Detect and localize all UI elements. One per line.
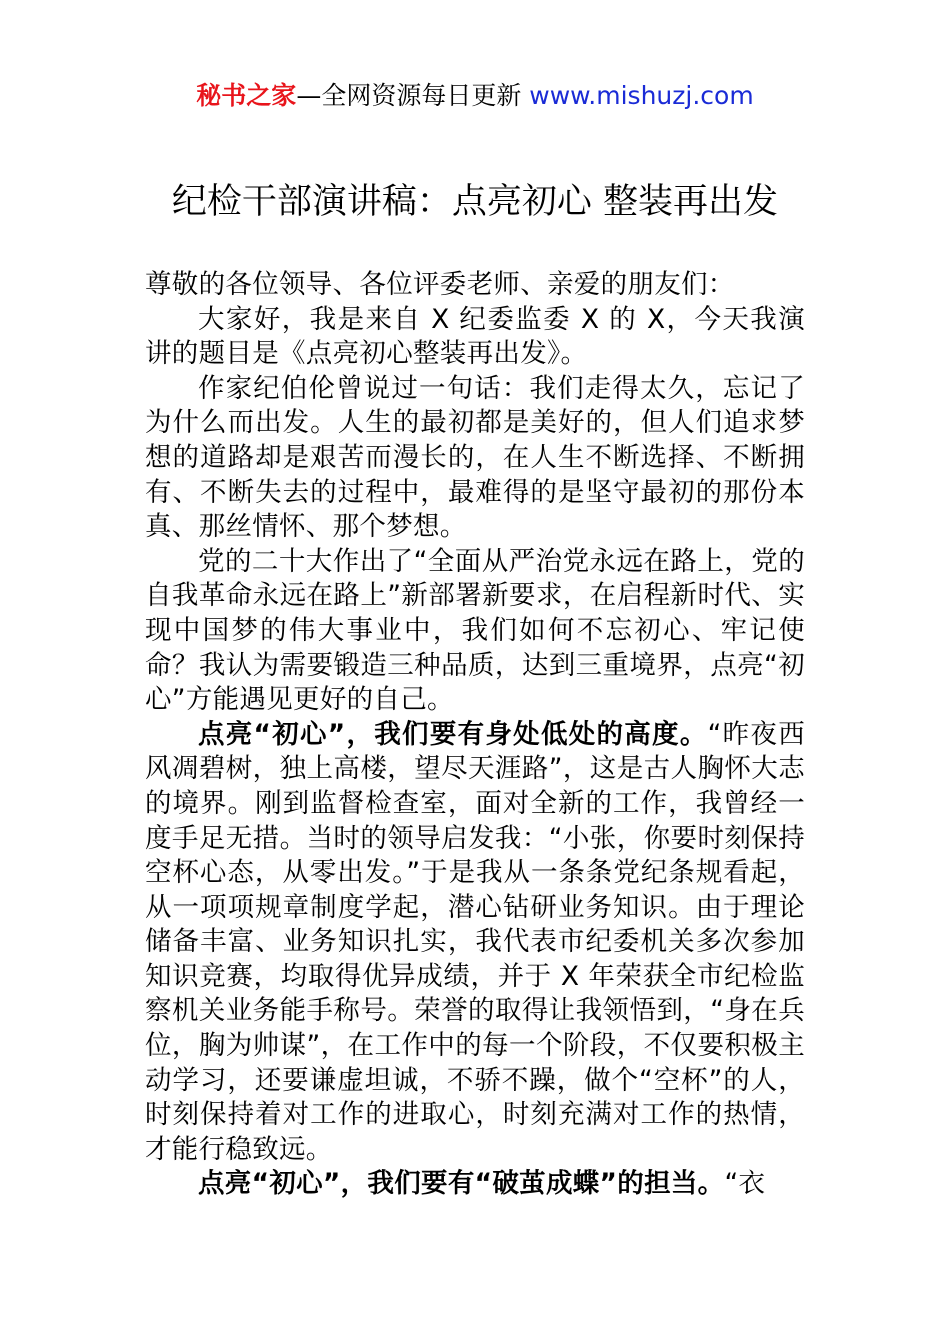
paragraph-lead-heading: 点亮“初心”，我们要有“破茧成蝶”的担当。 [198, 1168, 725, 1200]
document-body [145, 268, 805, 1268]
site-slogan: —全网资源每日更新 [296, 81, 530, 110]
paragraph-text: 党的二十大作出了“全面从严治党永远在路上，党的自我革命永远在路上”新部署新要求，在启程新时代、实现中国梦的伟大事业中，我们如何不忘初心、牢记使命？我认为需要锻造三种品质，达到三重境界，点亮“初心”方能遇见更好的自己。 [145, 545, 805, 716]
paragraph-gibran-quote [145, 372, 805, 545]
document-title: 纪检干部演讲稿：点亮初心 整装再出发 [171, 182, 779, 222]
paragraph-greeting [145, 303, 805, 372]
site-header [0, 80, 950, 112]
paragraph-lead-heading: 点亮“初心”，我们要有身处低处的高度。 [198, 718, 708, 750]
paragraph-point-two [145, 1167, 805, 1202]
paragraph-text: “昨夜西风凋碧树，独上高楼，望尽天涯路”，这是古人胸怀大志的境界。刚到监督检查室，面对全新的工作，我曾经一度手足无措。当时的领导启发我：“小张，你要时刻保持空杯心态，从零出发。”于是我从一条条党纪条规看起，从一项项规章制度学起，潜心钻研业务知识。由于理论储备丰富、业务知识扎实，我代表市纪委机关多次参加知识竞赛，均取得优异成绩，并于 X 年荣获全市纪检监察机关业务能手称号。荣誉的取得让我领悟到，“身在兵位，胸为帅谋”，在工作中的每一个阶段，不仅要积极主动学习，还要谦虚坦诚，不骄不躁，做个“空杯”的人，时刻保持着对工作的进取心，时刻充满对工作的热情，才能行稳致远。 [145, 718, 805, 1165]
salutation: 尊敬的各位领导、各位评委老师、亲爱的朋友们： [145, 269, 735, 300]
paragraph-party-congress [145, 545, 805, 718]
site-name: 秘书之家 [196, 81, 297, 110]
site-url-link[interactable]: www.mishuzj.com [529, 81, 754, 110]
paragraph-text: 作家纪伯伦曾说过一句话：我们走得太久，忘记了为什么而出发。人生的最初都是美好的，但人们追求梦想的道路却是艰苦而漫长的，在人生不断选择、不断拥有、不断失去的过程中，最难得的是坚守最初的那份本真、那丝情怀、那个梦想。 [145, 372, 805, 543]
paragraph-point-one [145, 718, 805, 1168]
paragraph-text: 大家好，我是来自 X 纪委监委 X 的 X，今天我演讲的题目是《点亮初心整装再出发》。 [145, 303, 805, 370]
paragraph-text: “衣 [724, 1168, 766, 1200]
